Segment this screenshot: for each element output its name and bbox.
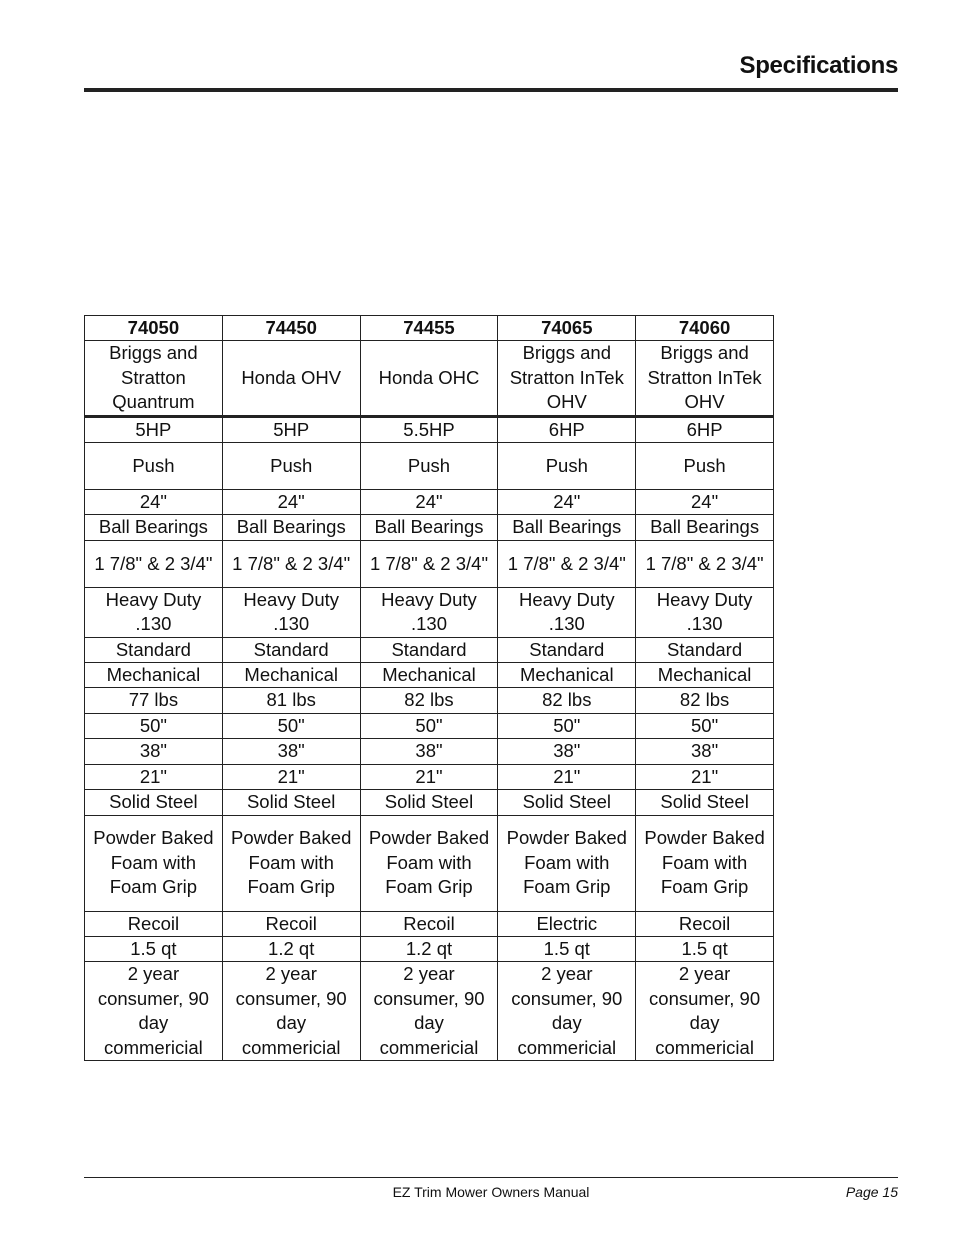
table-header-row bbox=[85, 316, 774, 341]
table-cell: 2 year consumer, 90 day commericial bbox=[85, 962, 223, 1061]
table-cell: Heavy Duty .130 bbox=[636, 587, 774, 637]
table-row bbox=[85, 587, 774, 637]
table-cell: 82 lbs bbox=[360, 688, 498, 713]
table-cell: 81 lbs bbox=[222, 688, 360, 713]
table-cell: Mechanical bbox=[222, 663, 360, 688]
page-footer bbox=[84, 1177, 898, 1208]
table-cell: 2 year consumer, 90 day commericial bbox=[360, 962, 498, 1061]
table-cell: 2 year consumer, 90 day commericial bbox=[636, 962, 774, 1061]
table-cell: Solid Steel bbox=[222, 790, 360, 815]
footer-manual-title: EZ Trim Mower Owners Manual bbox=[392, 1184, 590, 1200]
table-cell: 6HP bbox=[498, 416, 636, 442]
table-cell: Solid Steel bbox=[498, 790, 636, 815]
column-header: 74050 bbox=[85, 316, 223, 341]
table-cell: Solid Steel bbox=[85, 790, 223, 815]
table-cell: Ball Bearings bbox=[360, 515, 498, 540]
table-cell: Ball Bearings bbox=[498, 515, 636, 540]
table-cell: 24" bbox=[498, 490, 636, 515]
table-cell: Heavy Duty .130 bbox=[498, 587, 636, 637]
table-cell: Solid Steel bbox=[636, 790, 774, 815]
table-row bbox=[85, 341, 774, 416]
table-cell: Electric bbox=[498, 911, 636, 936]
table-cell: 50" bbox=[360, 713, 498, 738]
table-body bbox=[85, 341, 774, 1061]
table-cell: 2 year consumer, 90 day commericial bbox=[222, 962, 360, 1061]
table-cell: 6HP bbox=[636, 416, 774, 442]
table-cell: Ball Bearings bbox=[222, 515, 360, 540]
table-row bbox=[85, 490, 774, 515]
table-cell: 21" bbox=[85, 764, 223, 789]
table-cell: 38" bbox=[85, 739, 223, 764]
table-cell: Recoil bbox=[222, 911, 360, 936]
table-cell: Standard bbox=[636, 637, 774, 662]
table-cell: Briggs and Stratton Quantrum bbox=[85, 341, 223, 416]
table-row bbox=[85, 764, 774, 789]
page-title: Specifications bbox=[739, 52, 898, 79]
table-cell: Standard bbox=[85, 637, 223, 662]
table-cell: Powder Baked Foam with Foam Grip bbox=[360, 815, 498, 911]
table-cell: 24" bbox=[85, 490, 223, 515]
table-cell: 77 lbs bbox=[85, 688, 223, 713]
table-cell: Briggs and Stratton InTek OHV bbox=[636, 341, 774, 416]
table-cell: 5HP bbox=[85, 416, 223, 442]
table-cell: 1.5 qt bbox=[636, 936, 774, 961]
table-cell: 38" bbox=[498, 739, 636, 764]
table-row bbox=[85, 540, 774, 587]
table-row bbox=[85, 911, 774, 936]
table-cell: 1 7/8" & 2 3/4" bbox=[85, 540, 223, 587]
table-row bbox=[85, 663, 774, 688]
table-row bbox=[85, 515, 774, 540]
table-cell: 1 7/8" & 2 3/4" bbox=[360, 540, 498, 587]
table-cell: Standard bbox=[222, 637, 360, 662]
table-row bbox=[85, 815, 774, 911]
table-cell: 24" bbox=[636, 490, 774, 515]
table-cell: 21" bbox=[636, 764, 774, 789]
table-cell: Heavy Duty .130 bbox=[222, 587, 360, 637]
table-cell: Heavy Duty .130 bbox=[360, 587, 498, 637]
table-cell: 24" bbox=[222, 490, 360, 515]
table-cell: Recoil bbox=[360, 911, 498, 936]
table-cell: 1 7/8" & 2 3/4" bbox=[498, 540, 636, 587]
specifications-table bbox=[84, 315, 774, 1061]
table-cell: 1.2 qt bbox=[360, 936, 498, 961]
table-cell: 38" bbox=[636, 739, 774, 764]
table-cell: Heavy Duty .130 bbox=[85, 587, 223, 637]
table-cell: Standard bbox=[498, 637, 636, 662]
table-cell: 50" bbox=[222, 713, 360, 738]
table-cell: 1.5 qt bbox=[498, 936, 636, 961]
table-cell: Mechanical bbox=[636, 663, 774, 688]
table-row bbox=[85, 962, 774, 1061]
table-cell: Solid Steel bbox=[360, 790, 498, 815]
table-cell: 2 year consumer, 90 day commericial bbox=[498, 962, 636, 1061]
table-row bbox=[85, 688, 774, 713]
table-cell: Honda OHV bbox=[222, 341, 360, 416]
table-cell: Briggs and Stratton InTek OHV bbox=[498, 341, 636, 416]
table-cell: Honda OHC bbox=[360, 341, 498, 416]
table-cell: 1.2 qt bbox=[222, 936, 360, 961]
table-cell: Ball Bearings bbox=[636, 515, 774, 540]
table-cell: 50" bbox=[636, 713, 774, 738]
table-cell: 82 lbs bbox=[498, 688, 636, 713]
table-cell: 50" bbox=[498, 713, 636, 738]
table-cell: Push bbox=[85, 443, 223, 490]
table-cell: Push bbox=[498, 443, 636, 490]
table-cell: Powder Baked Foam with Foam Grip bbox=[636, 815, 774, 911]
table-row bbox=[85, 713, 774, 738]
column-header: 74060 bbox=[636, 316, 774, 341]
table-row bbox=[85, 637, 774, 662]
table-cell: 38" bbox=[222, 739, 360, 764]
table-cell: 21" bbox=[360, 764, 498, 789]
table-cell: Mechanical bbox=[498, 663, 636, 688]
table-cell: Push bbox=[360, 443, 498, 490]
table-row bbox=[85, 443, 774, 490]
table-row bbox=[85, 790, 774, 815]
table-cell: Ball Bearings bbox=[85, 515, 223, 540]
table-cell: Powder Baked Foam with Foam Grip bbox=[498, 815, 636, 911]
page-number: Page 15 bbox=[845, 1184, 898, 1200]
table-cell: 21" bbox=[222, 764, 360, 789]
column-header: 74455 bbox=[360, 316, 498, 341]
table-cell: Push bbox=[636, 443, 774, 490]
table-cell: Standard bbox=[360, 637, 498, 662]
table-cell: 21" bbox=[498, 764, 636, 789]
table-cell: Mechanical bbox=[360, 663, 498, 688]
table-cell: 1 7/8" & 2 3/4" bbox=[636, 540, 774, 587]
column-header: 74065 bbox=[498, 316, 636, 341]
table-cell: 82 lbs bbox=[636, 688, 774, 713]
table-cell: 38" bbox=[360, 739, 498, 764]
table-cell: Powder Baked Foam with Foam Grip bbox=[222, 815, 360, 911]
column-header: 74450 bbox=[222, 316, 360, 341]
table-row bbox=[85, 739, 774, 764]
table-cell: Recoil bbox=[636, 911, 774, 936]
table-cell: Powder Baked Foam with Foam Grip bbox=[85, 815, 223, 911]
table-cell: 5.5HP bbox=[360, 416, 498, 442]
table-cell: 1 7/8" & 2 3/4" bbox=[222, 540, 360, 587]
table-cell: 24" bbox=[360, 490, 498, 515]
table-cell: 5HP bbox=[222, 416, 360, 442]
table-cell: Push bbox=[222, 443, 360, 490]
table-cell: Recoil bbox=[85, 911, 223, 936]
table-cell: Mechanical bbox=[85, 663, 223, 688]
table-row bbox=[85, 936, 774, 961]
table-cell: 50" bbox=[85, 713, 223, 738]
table-cell: 1.5 qt bbox=[85, 936, 223, 961]
table-row bbox=[85, 416, 774, 442]
page-header bbox=[84, 50, 898, 92]
